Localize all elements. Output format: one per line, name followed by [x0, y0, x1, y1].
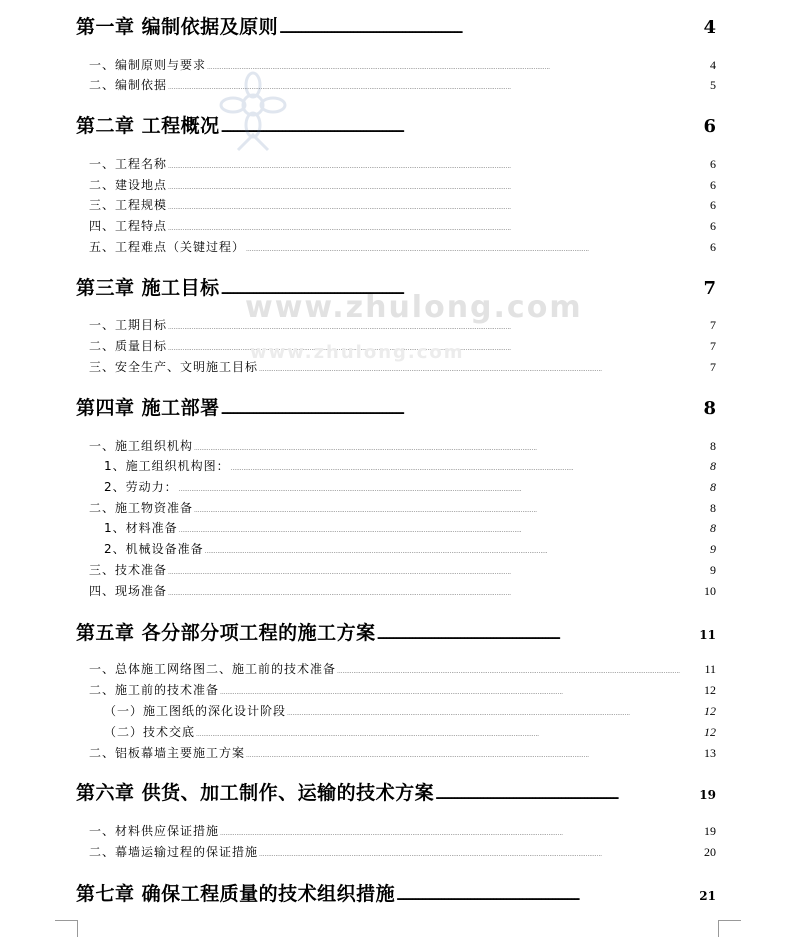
- toc-entry-title: 2、机械设备准备: [104, 542, 204, 556]
- toc-page-number: 12: [704, 725, 716, 739]
- watermark-text: www.zhulong.com: [250, 342, 465, 363]
- toc-page-number: 12: [704, 683, 716, 697]
- toc-entry[interactable]: [89, 681, 716, 699]
- toc-chapter-title: 第三章 施工目标: [76, 277, 220, 299]
- toc-page-number: 20: [704, 845, 716, 859]
- dot-leader: [179, 487, 709, 493]
- dot-leader: [194, 508, 709, 514]
- toc-page-number: 6: [710, 198, 716, 212]
- toc-page-number: 8: [710, 459, 716, 473]
- dot-leader: [168, 346, 709, 352]
- toc-page-number: 9: [710, 542, 716, 556]
- toc-chapter-title: 第七章 确保工程质量的技术组织措施: [76, 883, 396, 905]
- dot-leader: [279, 26, 702, 36]
- toc-entry[interactable]: [89, 561, 716, 579]
- toc-chapter-2[interactable]: [76, 111, 716, 139]
- toc-chapter-title: 第二章 工程概况: [76, 115, 220, 137]
- toc-entry[interactable]: [89, 437, 716, 455]
- toc-entry-title: 一、材料供应保证措施: [89, 824, 220, 838]
- toc-page-number: 6: [703, 116, 716, 137]
- dot-leader: [396, 893, 698, 903]
- toc-entry-title: 1、材料准备: [104, 521, 178, 535]
- toc-entry-title: 1、施工组织机构图：: [104, 459, 230, 473]
- toc-page-number: 8: [703, 398, 716, 419]
- dot-leader: [168, 164, 709, 170]
- dot-leader: [221, 287, 703, 297]
- watermark-text: www.zhulong.com: [245, 290, 583, 325]
- toc-page-number: 4: [703, 17, 716, 38]
- dot-leader: [246, 753, 703, 759]
- toc-page-number: 6: [710, 157, 716, 171]
- toc-entry-title: 二、施工物资准备: [89, 501, 194, 515]
- toc-chapter-6[interactable]: [76, 778, 716, 806]
- toc-page-number: 7: [710, 339, 716, 353]
- toc-chapter-5[interactable]: [76, 618, 716, 646]
- dot-leader: [194, 446, 709, 452]
- dot-leader: [287, 711, 703, 717]
- toc-chapter-title: 第五章 各分部分项工程的施工方案: [76, 622, 376, 644]
- dot-leader: [168, 185, 709, 191]
- toc-page-number: 8: [710, 480, 716, 494]
- toc-entry-title: 五、工程难点（关键过程）: [89, 240, 246, 254]
- dot-leader: [220, 831, 703, 837]
- toc-subentry[interactable]: [104, 519, 716, 537]
- toc-page-number: 19: [699, 788, 716, 802]
- toc-chapter-4[interactable]: [76, 393, 716, 421]
- toc-entry-title: 四、工程特点: [89, 219, 168, 233]
- toc-entry[interactable]: [89, 822, 716, 840]
- dot-leader: [168, 205, 709, 211]
- toc-entry[interactable]: [89, 56, 716, 74]
- toc-page-number: 8: [710, 501, 716, 515]
- toc-page-number: 19: [704, 824, 716, 838]
- dot-leader: [220, 690, 703, 696]
- toc-subentry[interactable]: [104, 723, 716, 741]
- toc-page-number: 6: [710, 178, 716, 192]
- toc-page-number: 8: [710, 439, 716, 453]
- toc-page-number: 7: [703, 278, 716, 299]
- toc-page-number: 8: [710, 521, 716, 535]
- toc-subentry[interactable]: [104, 702, 716, 720]
- toc-subentry[interactable]: [104, 478, 716, 496]
- toc-entry[interactable]: [89, 499, 716, 517]
- toc-page-number: 11: [704, 662, 716, 676]
- toc-entry-title: 一、施工组织机构: [89, 439, 194, 453]
- toc-entry[interactable]: [89, 744, 716, 762]
- toc-chapter-title: 第四章 施工部署: [76, 397, 220, 419]
- dot-leader: [179, 528, 709, 534]
- toc-entry-title: 二、幕墙运输过程的保证措施: [89, 845, 259, 859]
- toc-page-number: 13: [704, 746, 716, 760]
- toc-page-number: 10: [704, 584, 716, 598]
- toc-entry-title: 一、总体施工网络图二、施工前的技术准备: [89, 662, 337, 676]
- toc-entry[interactable]: [89, 76, 716, 94]
- dot-leader: [259, 367, 709, 373]
- toc-page-number: 11: [699, 628, 716, 642]
- dot-leader: [221, 125, 703, 135]
- toc-chapter-title: 第六章 供货、加工制作、运输的技术方案: [76, 782, 435, 804]
- toc-entry[interactable]: [89, 843, 716, 861]
- toc-entry[interactable]: [89, 582, 716, 600]
- toc-page-number: 6: [710, 219, 716, 233]
- page-corner-mark: [55, 920, 78, 937]
- toc-entry[interactable]: [89, 217, 716, 235]
- page-corner-mark: [718, 920, 741, 937]
- toc-chapter-7[interactable]: [76, 879, 716, 907]
- toc-entry-title: 三、安全生产、文明施工目标: [89, 360, 259, 374]
- dot-leader: [168, 325, 709, 331]
- dot-leader: [168, 591, 703, 597]
- dot-leader: [259, 852, 703, 858]
- dot-leader: [207, 65, 709, 71]
- dot-leader: [221, 407, 703, 417]
- toc-entry-title: 一、工期目标: [89, 318, 168, 332]
- toc-entry[interactable]: [89, 196, 716, 214]
- dot-leader: [196, 732, 703, 738]
- dot-leader: [168, 85, 709, 91]
- toc-page-number: 6: [710, 240, 716, 254]
- dot-leader: [231, 466, 709, 472]
- toc-entry[interactable]: [89, 358, 716, 376]
- toc-chapter-3[interactable]: [76, 273, 716, 301]
- toc-entry-title: 二、施工前的技术准备: [89, 683, 220, 697]
- toc-entry[interactable]: [89, 660, 716, 678]
- toc-entry-title: 二、质量目标: [89, 339, 168, 353]
- toc-entry[interactable]: [89, 155, 716, 173]
- dot-leader: [168, 226, 709, 232]
- toc-entry-title: 四、现场准备: [89, 584, 168, 598]
- toc-entry-title: 2、劳动力：: [104, 480, 178, 494]
- toc-entry[interactable]: [89, 316, 716, 334]
- toc-entry-title: 三、技术准备: [89, 563, 168, 577]
- toc-entry-title: 一、编制原则与要求: [89, 58, 207, 72]
- toc-chapter-1[interactable]: [76, 12, 716, 40]
- toc-page-number: 7: [710, 360, 716, 374]
- toc-subentry[interactable]: [104, 540, 716, 558]
- toc-entry[interactable]: [89, 176, 716, 194]
- toc-entry-title: （二）技术交底: [104, 725, 196, 739]
- dot-leader: [435, 792, 698, 802]
- dot-leader: [205, 549, 709, 555]
- dot-leader: [337, 669, 703, 675]
- toc-entry[interactable]: [89, 238, 716, 256]
- toc-entry-title: 一、工程名称: [89, 157, 168, 171]
- toc-page-number: 4: [710, 58, 716, 72]
- toc-entry-title: （一）施工图纸的深化设计阶段: [104, 704, 287, 718]
- toc-subentry[interactable]: [104, 457, 716, 475]
- toc-page-number: 9: [710, 563, 716, 577]
- toc-entry-title: 三、工程规模: [89, 198, 168, 212]
- toc-page-number: 7: [710, 318, 716, 332]
- toc-entry-title: 二、铝板幕墙主要施工方案: [89, 746, 246, 760]
- toc-page-number: 12: [704, 704, 716, 718]
- toc-chapter-title: 第一章 编制依据及原则: [76, 16, 279, 38]
- toc-page-number: 5: [710, 78, 716, 92]
- toc-entry-title: 二、编制依据: [89, 78, 168, 92]
- toc-page-number: 21: [699, 889, 716, 903]
- toc-entry-title: 二、建设地点: [89, 178, 168, 192]
- dot-leader: [168, 570, 709, 576]
- dot-leader: [377, 632, 699, 642]
- dot-leader: [246, 247, 709, 253]
- toc-entry[interactable]: [89, 337, 716, 355]
